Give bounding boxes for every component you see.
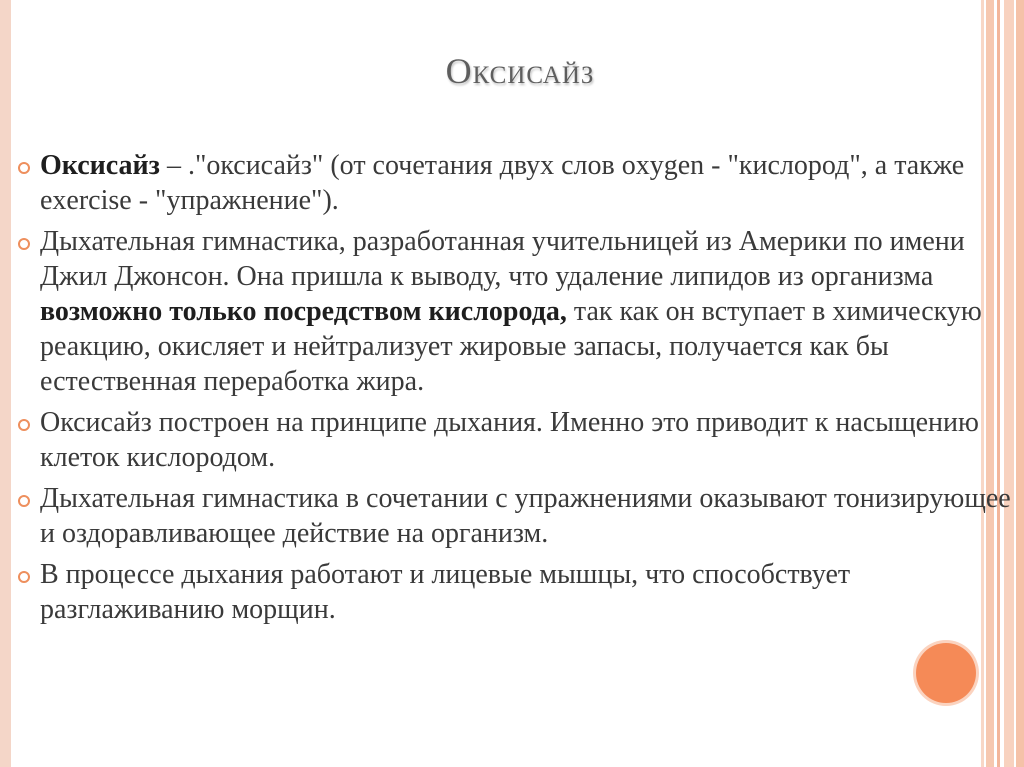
decor-circle xyxy=(916,643,976,703)
slide-title: Оксисайз xyxy=(445,51,595,91)
bullet-circle-icon xyxy=(18,571,30,583)
bullet-text: так как он вступает в химическую реакцию, окисляет и нейтрализует жировые запасы, получается как бы естественная переработка жира. xyxy=(40,296,982,397)
term-bold: Оксисайз xyxy=(40,150,160,181)
bullet-item xyxy=(18,557,1018,627)
bullet-circle-icon xyxy=(18,419,30,431)
bullet-text: Дыхательная гимнастика, разработанная учительницей из Америки по имени Джил Джонсон. Она пришла к выводу, что удаление липидов из организма xyxy=(40,226,965,292)
bullet-item xyxy=(18,148,1018,218)
bullet-circle-icon xyxy=(18,495,30,507)
left-border xyxy=(0,0,11,767)
bullet-bold-text: возможно только посредством кислорода, xyxy=(40,296,567,327)
bullet-text: – ."оксисайз" (от сочетания двух слов oxygen - "кислород", а также exercise - "упражнение"). xyxy=(40,150,965,216)
bullet-text: Дыхательная гимнастика в сочетании с упражнениями оказывают тонизирующее и оздоравливающее действие на организм. xyxy=(40,483,1011,549)
left-border-line xyxy=(11,0,13,767)
bullet-circle-icon xyxy=(18,238,30,250)
bullet-circle-icon xyxy=(18,162,30,174)
bullet-item xyxy=(18,224,1018,399)
bullet-item xyxy=(18,405,1018,475)
bullet-text: Оксисайз построен на принципе дыхания. Именно это приводит к насыщению клеток кислородом. xyxy=(40,407,979,473)
bullet-text: В процессе дыхания работают и лицевые мышцы, что способствует разглаживанию морщин. xyxy=(40,559,851,625)
bullet-item xyxy=(18,481,1018,551)
bullet-list xyxy=(18,148,1018,633)
